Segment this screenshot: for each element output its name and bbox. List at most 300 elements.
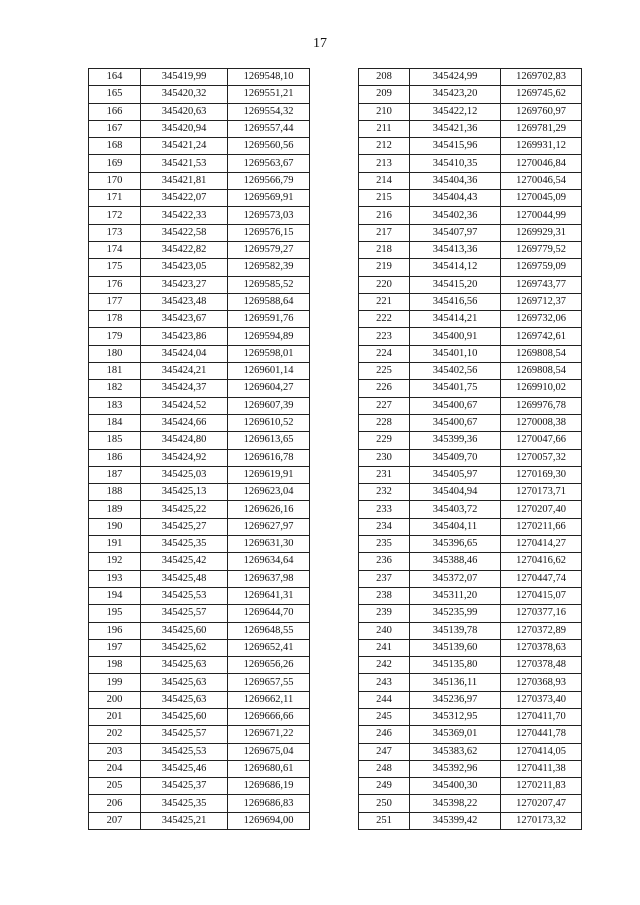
point-number-cell: 249 bbox=[359, 778, 410, 795]
y-coordinate-cell: 1269627,97 bbox=[228, 518, 310, 535]
point-number-cell: 178 bbox=[89, 311, 141, 328]
table-row bbox=[89, 432, 310, 449]
x-coordinate-cell: 345402,56 bbox=[410, 363, 501, 380]
point-number-cell: 179 bbox=[89, 328, 141, 345]
point-number-cell: 199 bbox=[89, 674, 141, 691]
table-row bbox=[359, 518, 582, 535]
y-coordinate-cell: 1269910,02 bbox=[501, 380, 582, 397]
point-number-cell: 203 bbox=[89, 743, 141, 760]
y-coordinate-cell: 1269604,27 bbox=[228, 380, 310, 397]
y-coordinate-cell: 1270414,05 bbox=[501, 743, 582, 760]
x-coordinate-cell: 345425,46 bbox=[141, 760, 228, 777]
x-coordinate-cell: 345421,81 bbox=[141, 172, 228, 189]
table-row bbox=[89, 622, 310, 639]
point-number-cell: 236 bbox=[359, 553, 410, 570]
point-number-cell: 187 bbox=[89, 466, 141, 483]
x-coordinate-cell: 345415,96 bbox=[410, 138, 501, 155]
point-number-cell: 241 bbox=[359, 639, 410, 656]
table-row bbox=[359, 536, 582, 553]
x-coordinate-cell: 345404,94 bbox=[410, 484, 501, 501]
point-number-cell: 237 bbox=[359, 570, 410, 587]
y-coordinate-cell: 1269619,91 bbox=[228, 466, 310, 483]
point-number-cell: 165 bbox=[89, 86, 141, 103]
table-row bbox=[359, 224, 582, 241]
point-number-cell: 205 bbox=[89, 778, 141, 795]
y-coordinate-cell: 1270008,38 bbox=[501, 414, 582, 431]
point-number-cell: 188 bbox=[89, 484, 141, 501]
table-row bbox=[89, 518, 310, 535]
y-coordinate-cell: 1269610,52 bbox=[228, 414, 310, 431]
x-coordinate-cell: 345139,60 bbox=[410, 639, 501, 656]
y-coordinate-cell: 1270441,78 bbox=[501, 726, 582, 743]
y-coordinate-cell: 1269566,79 bbox=[228, 172, 310, 189]
x-coordinate-cell: 345421,36 bbox=[410, 120, 501, 137]
y-coordinate-cell: 1269742,61 bbox=[501, 328, 582, 345]
point-number-cell: 248 bbox=[359, 760, 410, 777]
table-row bbox=[359, 155, 582, 172]
x-coordinate-cell: 345424,92 bbox=[141, 449, 228, 466]
point-number-cell: 239 bbox=[359, 605, 410, 622]
table-row bbox=[359, 172, 582, 189]
y-coordinate-cell: 1269641,31 bbox=[228, 587, 310, 604]
y-coordinate-cell: 1269781,29 bbox=[501, 120, 582, 137]
table-row bbox=[359, 466, 582, 483]
point-number-cell: 212 bbox=[359, 138, 410, 155]
y-coordinate-cell: 1269712,37 bbox=[501, 293, 582, 310]
point-number-cell: 191 bbox=[89, 536, 141, 553]
x-coordinate-cell: 345415,20 bbox=[410, 276, 501, 293]
y-coordinate-cell: 1269656,26 bbox=[228, 657, 310, 674]
y-coordinate-cell: 1269808,54 bbox=[501, 345, 582, 362]
table-row bbox=[89, 708, 310, 725]
table-row bbox=[359, 674, 582, 691]
x-coordinate-cell: 345135,80 bbox=[410, 657, 501, 674]
x-coordinate-cell: 345235,99 bbox=[410, 605, 501, 622]
table-row bbox=[359, 605, 582, 622]
table-row bbox=[359, 397, 582, 414]
table-row bbox=[89, 587, 310, 604]
table-row bbox=[359, 311, 582, 328]
x-coordinate-cell: 345396,65 bbox=[410, 536, 501, 553]
y-coordinate-cell: 1270046,54 bbox=[501, 172, 582, 189]
table-row bbox=[89, 207, 310, 224]
y-coordinate-cell: 1270207,47 bbox=[501, 795, 582, 812]
point-number-cell: 232 bbox=[359, 484, 410, 501]
x-coordinate-cell: 345413,36 bbox=[410, 241, 501, 258]
y-coordinate-cell: 1270411,70 bbox=[501, 708, 582, 725]
table-row bbox=[359, 657, 582, 674]
point-number-cell: 197 bbox=[89, 639, 141, 656]
table-row bbox=[89, 311, 310, 328]
y-coordinate-cell: 1270414,27 bbox=[501, 536, 582, 553]
y-coordinate-cell: 1270207,40 bbox=[501, 501, 582, 518]
y-coordinate-cell: 1270416,62 bbox=[501, 553, 582, 570]
x-coordinate-cell: 345425,53 bbox=[141, 743, 228, 760]
point-number-cell: 173 bbox=[89, 224, 141, 241]
table-row bbox=[359, 190, 582, 207]
x-coordinate-cell: 345136,11 bbox=[410, 674, 501, 691]
x-coordinate-cell: 345425,53 bbox=[141, 587, 228, 604]
x-coordinate-cell: 345423,20 bbox=[410, 86, 501, 103]
y-coordinate-cell: 1270377,16 bbox=[501, 605, 582, 622]
point-number-cell: 231 bbox=[359, 466, 410, 483]
table-row bbox=[359, 345, 582, 362]
x-coordinate-cell: 345425,60 bbox=[141, 622, 228, 639]
x-coordinate-cell: 345402,36 bbox=[410, 207, 501, 224]
point-number-cell: 174 bbox=[89, 241, 141, 258]
point-number-cell: 167 bbox=[89, 120, 141, 137]
y-coordinate-cell: 1269560,56 bbox=[228, 138, 310, 155]
x-coordinate-cell: 345425,37 bbox=[141, 778, 228, 795]
x-coordinate-cell: 345421,24 bbox=[141, 138, 228, 155]
x-coordinate-cell: 345372,07 bbox=[410, 570, 501, 587]
point-number-cell: 169 bbox=[89, 155, 141, 172]
y-coordinate-cell: 1269657,55 bbox=[228, 674, 310, 691]
table-row bbox=[89, 674, 310, 691]
y-coordinate-cell: 1269585,52 bbox=[228, 276, 310, 293]
x-coordinate-cell: 345405,97 bbox=[410, 466, 501, 483]
y-coordinate-cell: 1269808,54 bbox=[501, 363, 582, 380]
x-coordinate-cell: 345423,05 bbox=[141, 259, 228, 276]
x-coordinate-cell: 345311,20 bbox=[410, 587, 501, 604]
table-row bbox=[359, 432, 582, 449]
table-row bbox=[89, 345, 310, 362]
x-coordinate-cell: 345400,67 bbox=[410, 414, 501, 431]
coordinates-table-right bbox=[358, 68, 582, 830]
point-number-cell: 226 bbox=[359, 380, 410, 397]
x-coordinate-cell: 345422,12 bbox=[410, 103, 501, 120]
point-number-cell: 214 bbox=[359, 172, 410, 189]
coordinates-table-left bbox=[88, 68, 310, 830]
table-row bbox=[89, 120, 310, 137]
y-coordinate-cell: 1269563,67 bbox=[228, 155, 310, 172]
point-number-cell: 171 bbox=[89, 190, 141, 207]
table-row bbox=[359, 743, 582, 760]
x-coordinate-cell: 345425,27 bbox=[141, 518, 228, 535]
y-coordinate-cell: 1270169,30 bbox=[501, 466, 582, 483]
y-coordinate-cell: 1269623,04 bbox=[228, 484, 310, 501]
x-coordinate-cell: 345401,75 bbox=[410, 380, 501, 397]
point-number-cell: 198 bbox=[89, 657, 141, 674]
y-coordinate-cell: 1270373,40 bbox=[501, 691, 582, 708]
x-coordinate-cell: 345399,36 bbox=[410, 432, 501, 449]
y-coordinate-cell: 1269616,78 bbox=[228, 449, 310, 466]
table-row bbox=[89, 155, 310, 172]
y-coordinate-cell: 1270411,38 bbox=[501, 760, 582, 777]
table-row bbox=[89, 363, 310, 380]
table-row bbox=[359, 622, 582, 639]
point-number-cell: 222 bbox=[359, 311, 410, 328]
y-coordinate-cell: 1269554,32 bbox=[228, 103, 310, 120]
table-row bbox=[89, 795, 310, 812]
x-coordinate-cell: 345423,67 bbox=[141, 311, 228, 328]
x-coordinate-cell: 345424,04 bbox=[141, 345, 228, 362]
y-coordinate-cell: 1269626,16 bbox=[228, 501, 310, 518]
point-number-cell: 185 bbox=[89, 432, 141, 449]
page-number: 17 bbox=[313, 36, 327, 51]
point-number-cell: 182 bbox=[89, 380, 141, 397]
point-number-cell: 189 bbox=[89, 501, 141, 518]
y-coordinate-cell: 1270372,89 bbox=[501, 622, 582, 639]
point-number-cell: 219 bbox=[359, 259, 410, 276]
point-number-cell: 206 bbox=[89, 795, 141, 812]
table-row bbox=[89, 570, 310, 587]
table-row bbox=[89, 138, 310, 155]
point-number-cell: 247 bbox=[359, 743, 410, 760]
x-coordinate-cell: 345401,10 bbox=[410, 345, 501, 362]
point-number-cell: 250 bbox=[359, 795, 410, 812]
y-coordinate-cell: 1269931,12 bbox=[501, 138, 582, 155]
table-row bbox=[359, 570, 582, 587]
table-row bbox=[359, 86, 582, 103]
x-coordinate-cell: 345400,67 bbox=[410, 397, 501, 414]
y-coordinate-cell: 1269666,66 bbox=[228, 708, 310, 725]
x-coordinate-cell: 345423,48 bbox=[141, 293, 228, 310]
table-row bbox=[89, 639, 310, 656]
x-coordinate-cell: 345400,30 bbox=[410, 778, 501, 795]
y-coordinate-cell: 1269759,09 bbox=[501, 259, 582, 276]
y-coordinate-cell: 1269694,00 bbox=[228, 812, 310, 829]
table-row bbox=[359, 241, 582, 258]
point-number-cell: 193 bbox=[89, 570, 141, 587]
x-coordinate-cell: 345424,99 bbox=[410, 69, 501, 86]
point-number-cell: 209 bbox=[359, 86, 410, 103]
x-coordinate-cell: 345236,97 bbox=[410, 691, 501, 708]
x-coordinate-cell: 345420,94 bbox=[141, 120, 228, 137]
x-coordinate-cell: 345404,11 bbox=[410, 518, 501, 535]
point-number-cell: 227 bbox=[359, 397, 410, 414]
y-coordinate-cell: 1269637,98 bbox=[228, 570, 310, 587]
point-number-cell: 217 bbox=[359, 224, 410, 241]
point-number-cell: 246 bbox=[359, 726, 410, 743]
point-number-cell: 245 bbox=[359, 708, 410, 725]
table-row bbox=[89, 276, 310, 293]
point-number-cell: 194 bbox=[89, 587, 141, 604]
x-coordinate-cell: 345407,97 bbox=[410, 224, 501, 241]
x-coordinate-cell: 345400,91 bbox=[410, 328, 501, 345]
y-coordinate-cell: 1270211,66 bbox=[501, 518, 582, 535]
y-coordinate-cell: 1270173,32 bbox=[501, 812, 582, 829]
point-number-cell: 181 bbox=[89, 363, 141, 380]
y-coordinate-cell: 1269569,91 bbox=[228, 190, 310, 207]
table-row bbox=[89, 172, 310, 189]
table-row bbox=[89, 743, 310, 760]
table-row bbox=[89, 778, 310, 795]
point-number-cell: 211 bbox=[359, 120, 410, 137]
table-row bbox=[359, 293, 582, 310]
table-row bbox=[359, 276, 582, 293]
table-row bbox=[89, 501, 310, 518]
y-coordinate-cell: 1269594,89 bbox=[228, 328, 310, 345]
y-coordinate-cell: 1269732,06 bbox=[501, 311, 582, 328]
table-row bbox=[89, 397, 310, 414]
y-coordinate-cell: 1269591,76 bbox=[228, 311, 310, 328]
y-coordinate-cell: 1269702,83 bbox=[501, 69, 582, 86]
y-coordinate-cell: 1269662,11 bbox=[228, 691, 310, 708]
point-number-cell: 216 bbox=[359, 207, 410, 224]
point-number-cell: 223 bbox=[359, 328, 410, 345]
x-coordinate-cell: 345425,42 bbox=[141, 553, 228, 570]
point-number-cell: 180 bbox=[89, 345, 141, 362]
table-row bbox=[359, 207, 582, 224]
y-coordinate-cell: 1269601,14 bbox=[228, 363, 310, 380]
x-coordinate-cell: 345425,63 bbox=[141, 657, 228, 674]
y-coordinate-cell: 1269680,61 bbox=[228, 760, 310, 777]
point-number-cell: 177 bbox=[89, 293, 141, 310]
x-coordinate-cell: 345425,35 bbox=[141, 536, 228, 553]
x-coordinate-cell: 345369,01 bbox=[410, 726, 501, 743]
y-coordinate-cell: 1269743,77 bbox=[501, 276, 582, 293]
x-coordinate-cell: 345422,33 bbox=[141, 207, 228, 224]
x-coordinate-cell: 345421,53 bbox=[141, 155, 228, 172]
table-row bbox=[359, 795, 582, 812]
x-coordinate-cell: 345416,56 bbox=[410, 293, 501, 310]
x-coordinate-cell: 345423,27 bbox=[141, 276, 228, 293]
point-number-cell: 244 bbox=[359, 691, 410, 708]
point-number-cell: 186 bbox=[89, 449, 141, 466]
table-row bbox=[89, 86, 310, 103]
point-number-cell: 213 bbox=[359, 155, 410, 172]
point-number-cell: 238 bbox=[359, 587, 410, 604]
point-number-cell: 235 bbox=[359, 536, 410, 553]
point-number-cell: 192 bbox=[89, 553, 141, 570]
x-coordinate-cell: 345410,35 bbox=[410, 155, 501, 172]
point-number-cell: 220 bbox=[359, 276, 410, 293]
point-number-cell: 184 bbox=[89, 414, 141, 431]
x-coordinate-cell: 345403,72 bbox=[410, 501, 501, 518]
table-row bbox=[89, 605, 310, 622]
point-number-cell: 207 bbox=[89, 812, 141, 829]
y-coordinate-cell: 1269582,39 bbox=[228, 259, 310, 276]
y-coordinate-cell: 1269557,44 bbox=[228, 120, 310, 137]
y-coordinate-cell: 1269648,55 bbox=[228, 622, 310, 639]
x-coordinate-cell: 345425,63 bbox=[141, 674, 228, 691]
x-coordinate-cell: 345404,43 bbox=[410, 190, 501, 207]
x-coordinate-cell: 345392,96 bbox=[410, 760, 501, 777]
y-coordinate-cell: 1269588,64 bbox=[228, 293, 310, 310]
y-coordinate-cell: 1270047,66 bbox=[501, 432, 582, 449]
y-coordinate-cell: 1269976,78 bbox=[501, 397, 582, 414]
point-number-cell: 215 bbox=[359, 190, 410, 207]
table-row bbox=[359, 760, 582, 777]
table-row bbox=[359, 708, 582, 725]
point-number-cell: 172 bbox=[89, 207, 141, 224]
point-number-cell: 202 bbox=[89, 726, 141, 743]
table-row bbox=[359, 69, 582, 86]
point-number-cell: 175 bbox=[89, 259, 141, 276]
table-row bbox=[89, 380, 310, 397]
point-number-cell: 210 bbox=[359, 103, 410, 120]
table-row bbox=[359, 414, 582, 431]
x-coordinate-cell: 345420,32 bbox=[141, 86, 228, 103]
x-coordinate-cell: 345423,86 bbox=[141, 328, 228, 345]
point-number-cell: 218 bbox=[359, 241, 410, 258]
x-coordinate-cell: 345139,78 bbox=[410, 622, 501, 639]
x-coordinate-cell: 345312,95 bbox=[410, 708, 501, 725]
x-coordinate-cell: 345424,80 bbox=[141, 432, 228, 449]
point-number-cell: 208 bbox=[359, 69, 410, 86]
table-row bbox=[359, 363, 582, 380]
point-number-cell: 242 bbox=[359, 657, 410, 674]
x-coordinate-cell: 345420,63 bbox=[141, 103, 228, 120]
point-number-cell: 164 bbox=[89, 69, 141, 86]
y-coordinate-cell: 1270057,32 bbox=[501, 449, 582, 466]
point-number-cell: 225 bbox=[359, 363, 410, 380]
table-row bbox=[359, 639, 582, 656]
table-row bbox=[89, 293, 310, 310]
x-coordinate-cell: 345409,70 bbox=[410, 449, 501, 466]
table-row bbox=[359, 726, 582, 743]
table-row bbox=[359, 587, 582, 604]
table-row bbox=[89, 69, 310, 86]
table-row bbox=[359, 778, 582, 795]
table-row bbox=[359, 380, 582, 397]
table-row bbox=[89, 484, 310, 501]
x-coordinate-cell: 345425,13 bbox=[141, 484, 228, 501]
point-number-cell: 200 bbox=[89, 691, 141, 708]
point-number-cell: 240 bbox=[359, 622, 410, 639]
table-row bbox=[89, 224, 310, 241]
x-coordinate-cell: 345425,03 bbox=[141, 466, 228, 483]
x-coordinate-cell: 345425,62 bbox=[141, 639, 228, 656]
point-number-cell: 228 bbox=[359, 414, 410, 431]
x-coordinate-cell: 345424,21 bbox=[141, 363, 228, 380]
y-coordinate-cell: 1269573,03 bbox=[228, 207, 310, 224]
x-coordinate-cell: 345424,66 bbox=[141, 414, 228, 431]
y-coordinate-cell: 1270211,83 bbox=[501, 778, 582, 795]
point-number-cell: 230 bbox=[359, 449, 410, 466]
table-row bbox=[359, 259, 582, 276]
x-coordinate-cell: 345425,63 bbox=[141, 691, 228, 708]
y-coordinate-cell: 1269634,64 bbox=[228, 553, 310, 570]
point-number-cell: 229 bbox=[359, 432, 410, 449]
x-coordinate-cell: 345398,22 bbox=[410, 795, 501, 812]
y-coordinate-cell: 1270368,93 bbox=[501, 674, 582, 691]
x-coordinate-cell: 345383,62 bbox=[410, 743, 501, 760]
y-coordinate-cell: 1270044,99 bbox=[501, 207, 582, 224]
table-row bbox=[89, 726, 310, 743]
table-row bbox=[89, 812, 310, 829]
y-coordinate-cell: 1270415,07 bbox=[501, 587, 582, 604]
table-row bbox=[89, 241, 310, 258]
table-row bbox=[89, 328, 310, 345]
point-number-cell: 190 bbox=[89, 518, 141, 535]
x-coordinate-cell: 345425,22 bbox=[141, 501, 228, 518]
y-coordinate-cell: 1269598,01 bbox=[228, 345, 310, 362]
point-number-cell: 224 bbox=[359, 345, 410, 362]
table-row bbox=[359, 484, 582, 501]
table-row bbox=[89, 190, 310, 207]
table-row bbox=[359, 691, 582, 708]
point-number-cell: 196 bbox=[89, 622, 141, 639]
x-coordinate-cell: 345419,99 bbox=[141, 69, 228, 86]
y-coordinate-cell: 1269652,41 bbox=[228, 639, 310, 656]
point-number-cell: 176 bbox=[89, 276, 141, 293]
point-number-cell: 221 bbox=[359, 293, 410, 310]
y-coordinate-cell: 1269675,04 bbox=[228, 743, 310, 760]
y-coordinate-cell: 1269607,39 bbox=[228, 397, 310, 414]
table-row bbox=[359, 120, 582, 137]
y-coordinate-cell: 1269631,30 bbox=[228, 536, 310, 553]
x-coordinate-cell: 345424,52 bbox=[141, 397, 228, 414]
y-coordinate-cell: 1269551,21 bbox=[228, 86, 310, 103]
point-number-cell: 204 bbox=[89, 760, 141, 777]
x-coordinate-cell: 345414,12 bbox=[410, 259, 501, 276]
table-row bbox=[89, 536, 310, 553]
y-coordinate-cell: 1269686,19 bbox=[228, 778, 310, 795]
table-row bbox=[359, 138, 582, 155]
y-coordinate-cell: 1269929,31 bbox=[501, 224, 582, 241]
